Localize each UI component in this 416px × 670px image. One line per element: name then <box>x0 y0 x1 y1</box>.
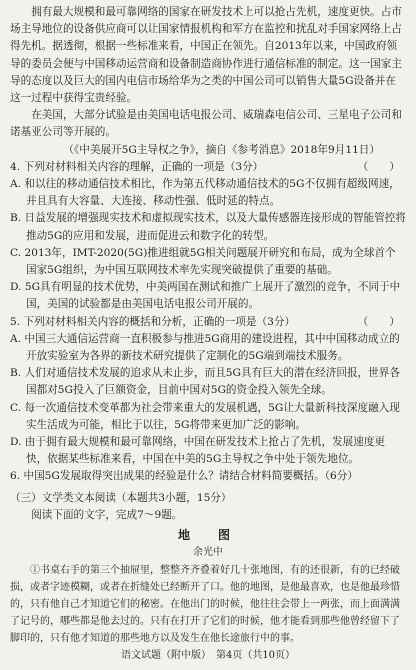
instruction: 阅读下面的文字，完成7～9题。 <box>31 508 183 521</box>
question-4-stem <box>10 159 406 176</box>
q5-option-d: D. 由于拥有最大规模和最可靠网络，中国在研发技术上抢占了先机，发展速度更快，依据某些标准来看，中国在中美的5G主导权之争中处于领先地位。 <box>10 436 386 466</box>
answer-paren: （ ） <box>357 315 400 328</box>
section-heading: （三）文学类文本阅读（本题共3小题，15分） <box>10 491 232 504</box>
q4-option-a: A. 和以往的移动通信技术相比，作为第五代移动通信技术的5G不仅拥有超级网速，并且具有大容量、大连接、移动性强、低时延的特点。 <box>10 178 400 208</box>
q5-option-b: B. 人们对通信技术发展的追求从未止步，而且5G具有巨大的潜在经济回报，世界各国都对5G投入了巨额资金，目前中国对5G的资金投入领先全球。 <box>10 367 400 397</box>
q5-option-a: A. 中国三大通信运营商一直积极参与推进5G商用的建设进程，其中中国移动成立的开放实验室为各界的新技术研究提供了定制化的5G端到端技术服务。 <box>10 332 400 363</box>
question-5-text: 5. 下列对材料相关内容的概括和分析，正确的一项是（3分） <box>10 315 296 328</box>
answer-paren: （ ） <box>357 160 400 173</box>
content <box>10 4 406 648</box>
essay-author: 余光中 <box>193 547 223 559</box>
q4-option-d: D. 5G具有明显的技术优势，中美两国在测试和推广上展开了激烈的竞争，不同于中国，美国的试验都是由美国电话电报公司开展的。 <box>10 281 401 311</box>
passage-paragraph: 在美国，大部分试验是由美国电话电报公司、威瑞森电信公司、三星电子公司和诺基亚公司等开展的。 <box>10 109 402 139</box>
q5-option-c: C. 每一次通信技术变革都为社会带来重大的发展机遇，5G让大量新科技深度融入现实生活成为可能，相比于以往，5G将带来更加广泛的影响。 <box>10 401 400 431</box>
essay-paragraph: ①书桌右手的第三个抽屉里，整整齐齐叠着好几十张地图，有的还很新，有的已经破损，或者字迹模糊，或者在折缝处已经断开了口。他的地图，是他最喜欢，也是他最珍惜的，只有他自己才知道它们的秘密。在他出门的时候，他往往会带上一两张，而上面满满了记号的，哪些都是他去过的。只有在打开了它们的时候，他才能看到那些他曾经留下了脚印的，只有他才知道的那些地方以及发生在他长途旅行中的事。 <box>10 564 400 645</box>
source-citation: （《中美展开5G主导权之争》，摘自《参考消息》2018年9月11日） <box>63 143 380 156</box>
page-footer: 语文试题（附中版） 第4页（共10页） <box>120 649 296 661</box>
q4-option-c: C. 2013年，IMT-2020(5G)推进组就5G相关问题展开研究和布局，成为全球首个国家5G组织，为中国互联网技术率先实现突破提供了重要的基础。 <box>10 246 396 277</box>
question-5-stem <box>10 314 406 331</box>
passage-paragraph: 拥有最大规模和最可靠网络的国家在研发技术上可以抢占先机，速度更快。占市场主导地位的设备供应商可以让国家情报机构和军方在监控和扰乱对手国家网络上占得先机。据透彻，根据一些标准来看，中国正在领先。自2013年以来，中国政府领导的委员会便与中国移动运营商和设备制造商协作进行通信标准的制定。这一国家主导的态度以及巨大的国内电信市场给华为之类的中国公司可以销售大量5G设备并在这一过程中获得宝贵经验。 <box>10 6 402 105</box>
question-6: 6. 中国5G发展取得突出成果的经验是什么？请结合材料简要概括。（6分） <box>10 470 358 483</box>
q4-option-b: B. 日益发展的增强现实技术和虚拟现实技术，以及大量传感器连接形成的智能管控将推动5G的应用和发展，进而促进云和数字化的转型。 <box>10 212 406 242</box>
essay-title: 地 图 <box>177 528 238 543</box>
question-4-text: 4. 下列对材料相关内容的理解，正确的一项是（3分） <box>10 160 264 173</box>
